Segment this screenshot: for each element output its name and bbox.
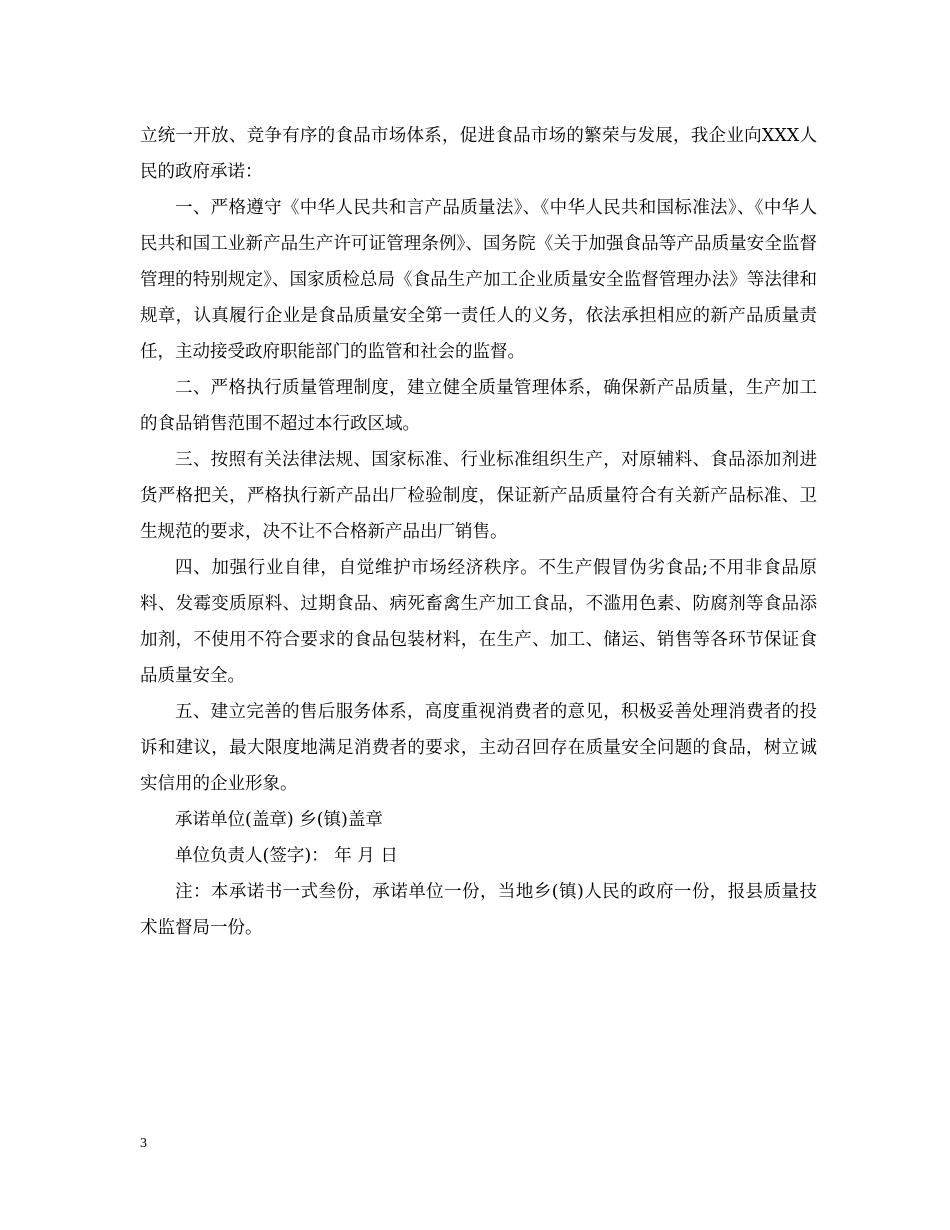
paragraph-item-1: 一、严格遵守《中华人民共和言产品质量法》、《中华人民共和国标准法》、《中华人民共和国工业新产品生产许可证管理条例》、国务院《关于加强食品等产品质量安全监督管理的特别规定》、国家质检总局《食品生产加工企业质量安全监督管理办法》等法律和规章，认真履行企业是食品质量安全第一责任人的义务，依法承担相应的新产品质量责任，主动接受政府职能部门的监管和社会的监督。 bbox=[140, 198, 817, 362]
paragraph-item-3: 三、按照有关法律法规、国家标准、行业标准组织生产，对原辅料、食品添加剂进货严格把关，严格执行新产品出厂检验制度，保证新产品质量符合有关新产品标准、卫生规范的要求，决不让不合格新产品出厂销售。 bbox=[140, 450, 817, 542]
paragraph-item-5: 五、建立完善的售后服务体系，高度重视消费者的意见，积极妥善处理消费者的投诉和建议，最大限度地满足消费者的要求，主动召回存在质量安全问题的食品，树立诚实信用的企业形象。 bbox=[140, 702, 817, 794]
signature-unit-line: 承诺单位(盖章) 乡(镇)盖章 bbox=[175, 810, 383, 830]
paragraph-item-2: 二、严格执行质量管理制度，建立健全质量管理体系，确保新产品质量，生产加工的食品销售范围不超过本行政区域。 bbox=[140, 378, 817, 434]
paragraph-intro: 立统一开放、竞争有序的食品市场体系，促进食品市场的繁荣与发展，我企业向XXX人民的政府承诺： bbox=[140, 126, 817, 182]
note-paragraph: 注：本承诺书一式叁份，承诺单位一份，当地乡(镇)人民的政府一份，报县质量技术监督局一份。 bbox=[140, 882, 817, 938]
paragraph-item-4: 四、加强行业自律，自觉维护市场经济秩序。不生产假冒伪劣食品;不用非食品原料、发霉变质原料、过期食品、病死畜禽生产加工食品，不滥用色素、防腐剂等食品添加剂，不使用不符合要求的食品包装材料，在生产、加工、储运、销售等各环节保证食品质量安全。 bbox=[140, 558, 817, 686]
page-number: 3 bbox=[140, 1136, 147, 1151]
document-body bbox=[140, 118, 817, 946]
signature-responsible-line: 单位负责人(签字)： 年 月 日 bbox=[175, 846, 398, 866]
